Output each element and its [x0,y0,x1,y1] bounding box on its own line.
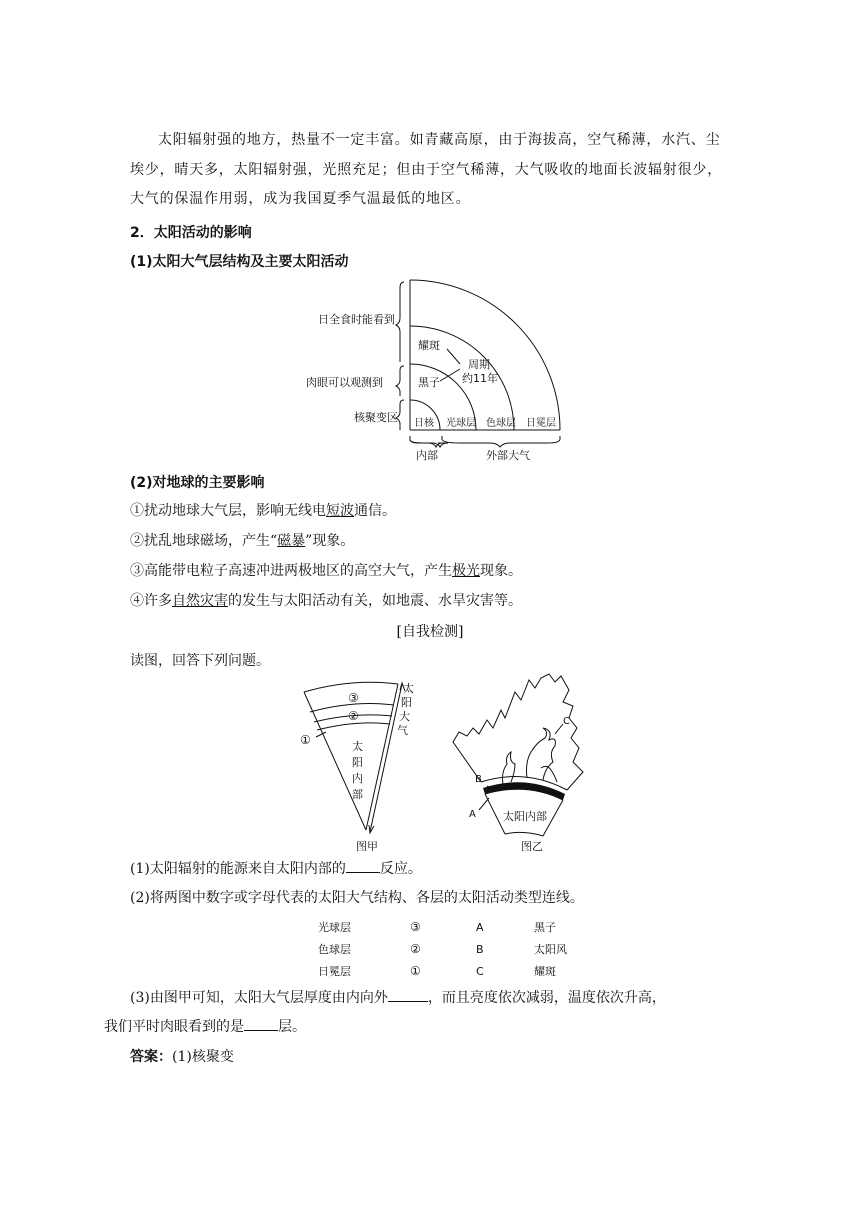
match-activity: 黑子 [534,921,556,934]
fig-b-label-a: A [469,809,476,820]
fig-a-inner-3: 内 [352,772,363,785]
effect-item: ①扰动地球大气层，影响无线电短波通信。 [130,503,396,519]
section-heading: 2．太阳活动的影响 [130,225,252,241]
match-layer: 光球层 [318,921,351,934]
subheading-effects: (2)对地球的主要影响 [130,475,265,491]
answer-blank[interactable] [244,1018,278,1031]
question-2: (2)将两图中数字或字母代表的太阳大气结构、各层的太阳活动类型连线。 [130,890,584,906]
match-num: ① [410,964,421,978]
label-chromosphere: 色球层 [486,418,516,429]
fig-a-caption: 图甲 [356,840,378,853]
answer-label: 答案： [130,1049,172,1065]
fig-b-label-b: B [475,774,482,785]
fig-a-num3: ③ [348,691,359,705]
label-core: 日核 [414,418,434,429]
effect-item: ③高能带电粒子高速冲进两极地区的高空大气，产生极光现象。 [130,563,522,579]
effect-item: ②扰乱地球磁场，产生“磁暴”现象。 [130,533,355,549]
answer-line [130,1046,730,1068]
match-activity: 耀斑 [534,965,556,978]
fig-b-label-c: C [563,716,570,727]
label-total-eclipse: 日全食时能看到 [318,313,395,326]
subheading-structure: (1)太阳大气层结构及主要太阳活动 [130,254,349,270]
fig-a-side-1: 太 [403,682,414,695]
label-photosphere: 光球层 [446,418,476,429]
intro-paragraph: 太阳辐射强的地方，热量不一定丰富。如青藏高原，由于海拔高，空气稀薄，水汽、尘埃少，晴天多，太阳辐射强，光照充足；但由于空气稀薄，大气吸收的地面长波辐射很少，大气的保温作用弱，成为我国夏季气温最低的地区。 [130,132,722,207]
match-layer: 日冕层 [318,965,351,978]
match-letter: C [476,965,484,978]
question-3-line2: 我们平时肉眼看到的是 层。 [104,1019,306,1035]
fig-a-side-3: 大 [399,710,410,723]
fig-a-num2: ② [348,709,359,723]
label-naked-eye: 肉眼可以观测到 [306,376,383,389]
figure-a [290,672,440,854]
label-fusion-zone: 核聚变区 [354,411,398,424]
answer-blank[interactable] [346,860,380,873]
self-check-prompt: 读图，回答下列问题。 [130,653,270,669]
label-outer-atmosphere: 外部大气 [486,449,530,462]
match-num: ③ [410,920,421,934]
figure-b [445,672,595,854]
label-flare: 耀斑 [418,339,440,352]
fig-a-side-4: 气 [397,724,408,737]
question-3: (3)由图甲可知，太阳大气层厚度由内向外 ，而且亮度依次减弱，温度依次升高， [130,990,666,1006]
match-letter: B [476,943,484,956]
self-check-title: [自我检测] [396,624,464,640]
answer-blank[interactable] [388,989,428,1002]
fig-a-num1: ① [300,733,311,747]
solar-structure-diagram [300,276,570,466]
fig-a-inner-2: 阳 [352,756,363,769]
match-num: ② [410,942,421,956]
effect-item: ④许多自然灾害的发生与太阳活动有关，如地震、水旱灾害等。 [130,593,522,609]
question-1: (1)太阳辐射的能源来自太阳内部的 反应。 [130,861,422,877]
match-activity: 太阳风 [534,943,567,956]
label-corona: 日冕层 [526,418,556,429]
label-period-years: 约11年 [462,372,498,385]
match-layer: 色球层 [318,943,351,956]
match-letter: A [476,921,484,934]
label-period: 周期 [468,358,490,371]
fig-a-inner-1: 太 [352,740,363,753]
fig-b-inner-label: 太阳内部 [503,810,547,823]
fig-b-caption: 图乙 [521,840,543,853]
label-sunspot: 黑子 [418,376,440,389]
label-inner: 内部 [416,449,438,462]
fig-a-inner-4: 部 [352,788,363,801]
matching-table [310,914,610,984]
answer-text: (1)核聚变 [172,1049,234,1065]
fig-a-side-2: 阳 [401,696,412,709]
